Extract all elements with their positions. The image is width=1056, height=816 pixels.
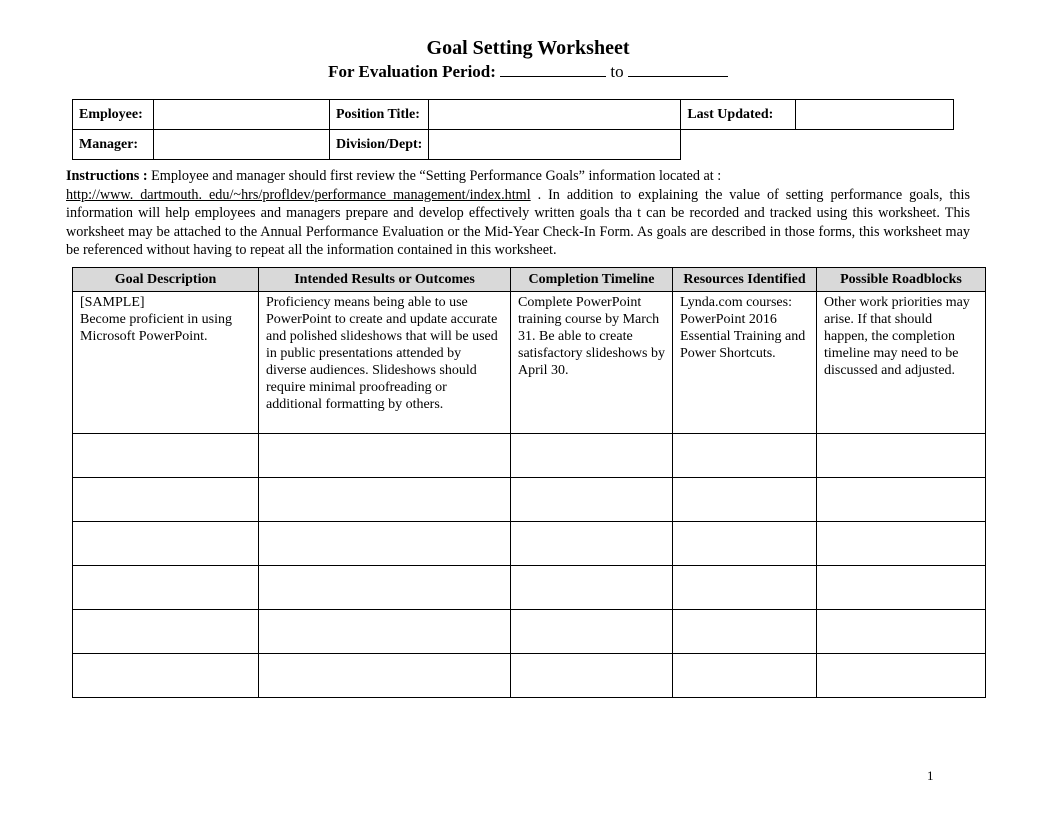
manager-label: Manager:	[73, 130, 154, 160]
period-label: For Evaluation Period:	[328, 62, 496, 81]
goal-row	[73, 522, 986, 566]
goals-header-row	[73, 268, 986, 292]
performance-management-link[interactable]: http://www. dartmouth. edu/~hrs/profldev/performance_management/index.html	[66, 186, 531, 203]
period-start-blank[interactable]	[500, 62, 606, 77]
goal-description-cell[interactable]	[73, 610, 259, 654]
goal-row	[73, 478, 986, 522]
resources-identified-cell[interactable]	[673, 566, 817, 610]
position-title-field[interactable]	[429, 100, 681, 130]
header-completion-timeline: Completion Timeline	[511, 268, 673, 292]
page-number: 1	[927, 768, 934, 783]
employee-info-table	[72, 99, 954, 160]
possible-roadblocks-cell[interactable]	[817, 478, 986, 522]
sample-possible-roadblocks[interactable]: Other work priorities may arise. If that should happen, the completion timeline may need to be discussed and adjusted.	[817, 292, 986, 434]
goal-description-cell[interactable]	[73, 522, 259, 566]
possible-roadblocks-cell[interactable]	[817, 434, 986, 478]
sample-completion-timeline[interactable]: Complete PowerPoint training course by March 31. Be able to create satisfactory slideshows by April 30.	[511, 292, 673, 434]
division-field[interactable]	[429, 130, 681, 160]
header-intended-results: Intended Results or Outcomes	[259, 268, 511, 292]
sample-goal-description[interactable]: [SAMPLE] Become proficient in using Microsoft PowerPoint.	[73, 292, 259, 434]
instructions-text-2: . In addition to explaining the value of setting performance goals, this information will help employees and managers prepare and develop effectively written goals tha t can be recorded and tracked using this worksheet. This worksheet may be attached to the Annual Performance Evaluation or the Mid-Year Check-In Form. As goals are described in those forms, this worksheet may be referenced without having to repeat all the information contained in this worksheet.	[66, 186, 970, 259]
instructions	[66, 167, 970, 260]
position-title-label: Position Title:	[330, 100, 429, 130]
sample-intended-results[interactable]: Proficiency means being able to use PowerPoint to create and update accurate and polished slideshows that will be used in public presentations attended by diverse audiences. Slideshows should require minimal proofreading or additional formatting by others.	[259, 292, 511, 434]
resources-identified-cell[interactable]	[673, 610, 817, 654]
division-label: Division/Dept:	[330, 130, 429, 160]
period-to: to	[610, 62, 624, 81]
intended-results-cell[interactable]	[259, 610, 511, 654]
employee-field[interactable]	[154, 100, 330, 130]
header-resources-identified: Resources Identified	[673, 268, 817, 292]
instructions-text-1: Employee and manager should first review the “Setting Performance Goals” information located at :	[147, 168, 722, 184]
sample-resources-identified[interactable]: Lynda.com courses: PowerPoint 2016 Essential Training and Power Shortcuts.	[673, 292, 817, 434]
last-updated-field[interactable]	[796, 100, 954, 130]
intended-results-cell[interactable]	[259, 522, 511, 566]
resources-identified-cell[interactable]	[673, 478, 817, 522]
possible-roadblocks-cell[interactable]	[817, 566, 986, 610]
goal-description-cell[interactable]	[73, 566, 259, 610]
period-end-blank[interactable]	[628, 62, 728, 77]
completion-timeline-cell[interactable]	[511, 566, 673, 610]
info-blank-cell	[681, 130, 954, 160]
intended-results-cell[interactable]	[259, 654, 511, 698]
completion-timeline-cell[interactable]	[511, 478, 673, 522]
sample-row	[73, 292, 986, 434]
possible-roadblocks-cell[interactable]	[817, 610, 986, 654]
goal-description-cell[interactable]	[73, 654, 259, 698]
resources-identified-cell[interactable]	[673, 654, 817, 698]
completion-timeline-cell[interactable]	[511, 654, 673, 698]
intended-results-cell[interactable]	[259, 566, 511, 610]
possible-roadblocks-cell[interactable]	[817, 522, 986, 566]
goal-row	[73, 566, 986, 610]
goal-row	[73, 434, 986, 478]
header-goal-description: Goal Description	[73, 268, 259, 292]
intended-results-cell[interactable]	[259, 478, 511, 522]
manager-field[interactable]	[154, 130, 330, 160]
header-possible-roadblocks: Possible Roadblocks	[817, 268, 986, 292]
resources-identified-cell[interactable]	[673, 434, 817, 478]
completion-timeline-cell[interactable]	[511, 522, 673, 566]
possible-roadblocks-cell[interactable]	[817, 654, 986, 698]
goal-row	[73, 654, 986, 698]
completion-timeline-cell[interactable]	[511, 434, 673, 478]
goal-row	[73, 610, 986, 654]
evaluation-period	[0, 62, 1056, 82]
goal-description-cell[interactable]	[73, 478, 259, 522]
completion-timeline-cell[interactable]	[511, 610, 673, 654]
last-updated-label: Last Updated:	[681, 100, 796, 130]
resources-identified-cell[interactable]	[673, 522, 817, 566]
worksheet-title: Goal Setting Worksheet	[426, 37, 630, 59]
employee-label: Employee:	[73, 100, 154, 130]
intended-results-cell[interactable]	[259, 434, 511, 478]
goal-description-cell[interactable]	[73, 434, 259, 478]
instructions-label: Instructions :	[66, 168, 148, 184]
goals-table	[72, 267, 986, 698]
